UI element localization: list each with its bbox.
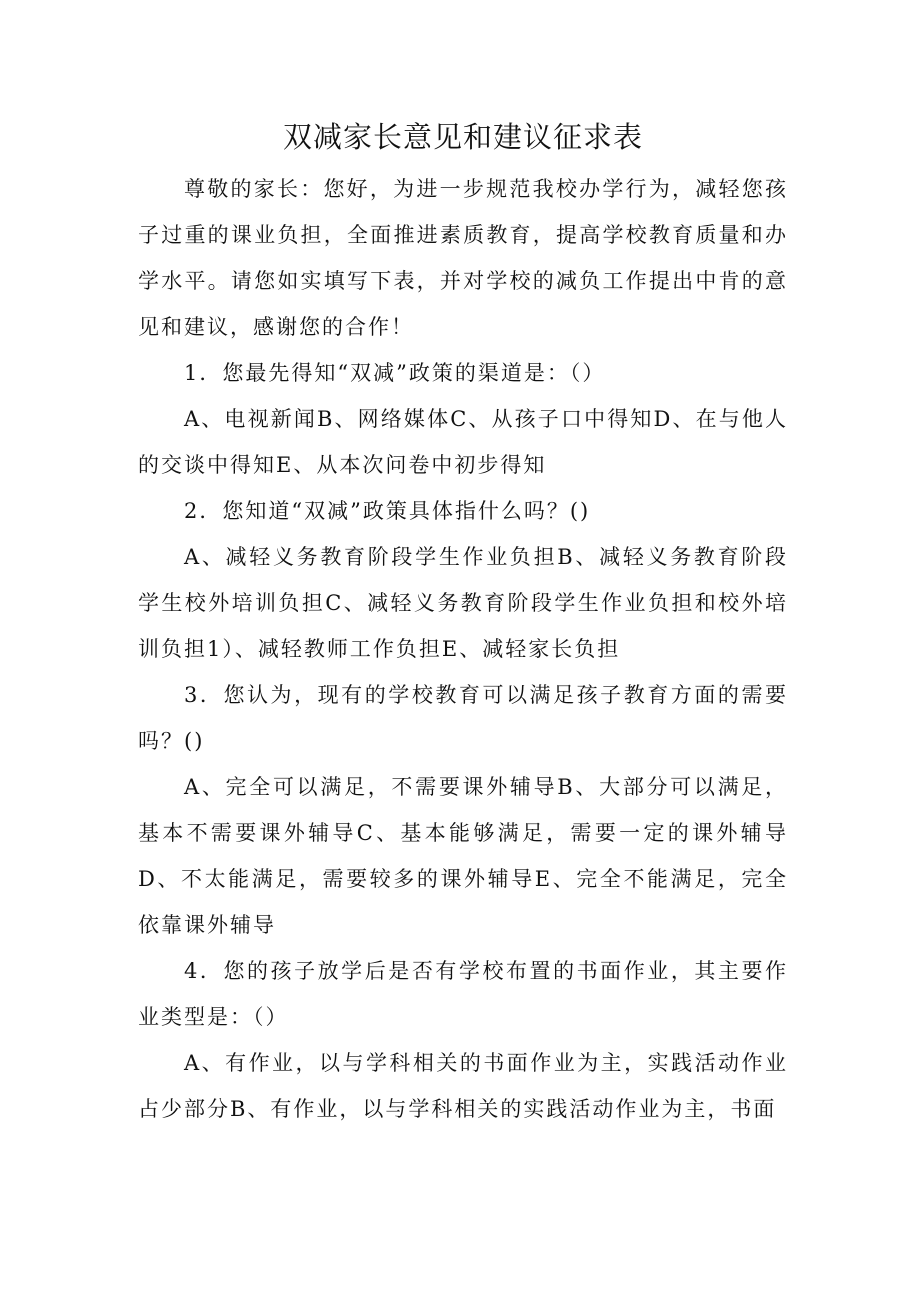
question-2-options: A、减轻义务教育阶段学生作业负担B、减轻义务教育阶段学生校外培训负担C、减轻义务教育阶段学生作业负担和校外培训负担1）、减轻教师工作负担E、减轻家长负担 <box>138 545 788 661</box>
question-1-options: A、电视新闻B、网络媒体C、从孩子口中得知D、在与他人的交谈中得知E、从本次问卷中初步得知 <box>138 407 788 477</box>
question-1: 1．您最先得知“双减”政策的渠道是：（） <box>184 361 606 385</box>
question-3-options: A、完全可以满足，不需要课外辅导B、大部分可以满足，基本不需要课外辅导C、基本能够满足，需要一定的课外辅导D、不太能满足，需要较多的课外辅导E、完全不能满足，完全依靠课外辅导 <box>138 775 788 937</box>
document-page <box>138 112 788 1132</box>
question-3: 3．您认为，现有的学校教育可以满足孩子教育方面的需要吗？() <box>138 683 788 753</box>
question-4: 4．您的孩子放学后是否有学校布置的书面作业，其主要作业类型是：（） <box>138 959 788 1029</box>
question-4-options: A、有作业，以与学科相关的书面作业为主，实践活动作业占少部分B、有作业，以与学科相关的实践活动作业为主，书面 <box>138 1051 788 1121</box>
intro-paragraph: 尊敬的家长：您好，为进一步规范我校办学行为，减轻您孩子过重的课业负担，全面推进素质教育，提高学校教育质量和办学水平。请您如实填写下表，并对学校的减负工作提出中肯的意见和建议，感谢您的合作！ <box>138 177 788 339</box>
document-title: 双减家长意见和建议征求表 <box>282 120 643 154</box>
question-2: 2．您知道“双减”政策具体指什么吗？() <box>184 499 591 523</box>
